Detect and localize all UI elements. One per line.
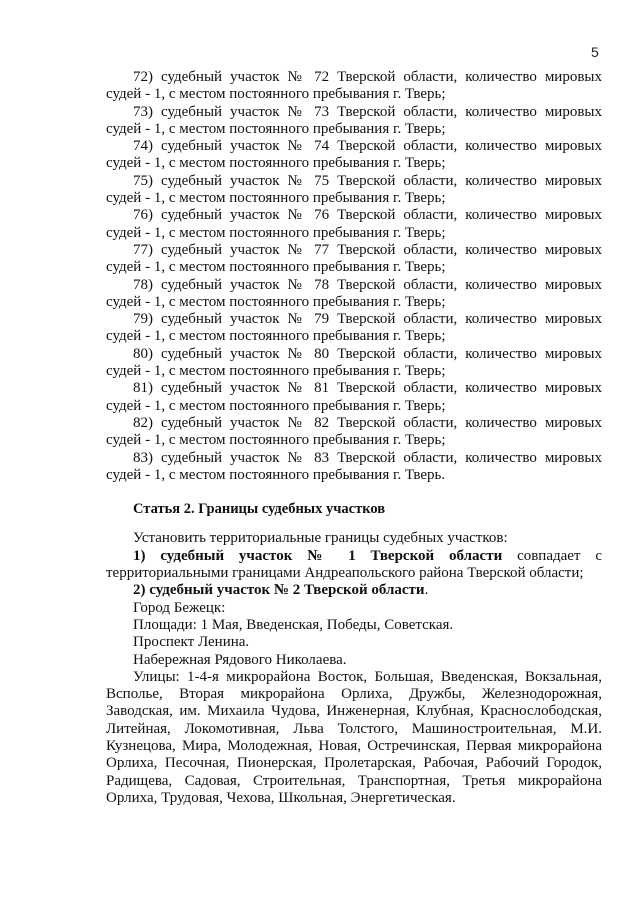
district-item [106, 104, 602, 139]
district-item-second-line: судей - 1, с местом постоянного пребывания г. Тверь; [106, 155, 446, 172]
district-item-second-line: судей - 1, с местом постоянного пребывания г. Тверь; [106, 293, 446, 310]
district-item [106, 450, 602, 485]
article-heading: Статья 2. Границы судебных участков [133, 501, 386, 518]
article-item-1-first-line [106, 548, 602, 565]
squares-list: Площади: 1 Мая, Введенская, Победы, Советская. [133, 616, 454, 633]
town-name: Город Бежецк: [133, 599, 226, 616]
article-item-2-suffix: . [424, 582, 429, 599]
district-item [106, 69, 602, 104]
article-item-2 [106, 582, 602, 599]
district-item [106, 346, 602, 381]
district-item-first-line: 81) судебный участок № 81 Тверской области, количество мировых [133, 380, 602, 397]
district-item-second-line: судей - 1, с местом постоянного пребывания г. Тверь; [106, 86, 446, 103]
district-item-first-line: 78) судебный участок № 78 Тверской области, количество мировых [133, 276, 602, 293]
page-number: 5 [591, 44, 599, 60]
document-body [106, 69, 602, 807]
article-item-1-rest: совпадает с [517, 547, 602, 564]
embankment-list: Набережная Рядового Николаева. [133, 651, 347, 668]
district-item-first-line: 74) судебный участок № 74 Тверской области, количество мировых [133, 138, 602, 155]
district-item [106, 242, 602, 277]
prospect-list: Проспект Ленина. [133, 634, 250, 651]
district-item-first-line: 75) судебный участок № 75 Тверской области, количество мировых [133, 172, 602, 189]
article-item-1 [106, 548, 602, 583]
article-item-1-title: 1) судебный участок № 1 Тверской области [133, 547, 503, 564]
district-item-second-line: судей - 1, с местом постоянного пребывания г. Тверь; [106, 432, 446, 449]
district-item-second-line: судей - 1, с местом постоянного пребывания г. Тверь; [106, 190, 446, 207]
district-item [106, 311, 602, 346]
district-item-second-line: судей - 1, с местом постоянного пребывания г. Тверь; [106, 259, 446, 276]
district-item [106, 380, 602, 415]
district-item-first-line: 83) судебный участок № 83 Тверской области, количество мировых [133, 449, 602, 466]
article-intro: Установить территориальные границы судебных участков: [133, 530, 508, 547]
district-item-second-line: судей - 1, с местом постоянного пребывания г. Тверь. [106, 466, 446, 483]
district-item-first-line: 77) судебный участок № 77 Тверской области, количество мировых [133, 241, 602, 258]
district-item-second-line: судей - 1, с местом постоянного пребывания г. Тверь; [106, 328, 446, 345]
district-item-first-line: 82) судебный участок № 82 Тверской области, количество мировых [133, 414, 602, 431]
district-item [106, 207, 602, 242]
district-item-second-line: судей - 1, с местом постоянного пребывания г. Тверь; [106, 120, 446, 137]
district-item-second-line: судей - 1, с местом постоянного пребывания г. Тверь; [106, 363, 446, 380]
district-item [106, 415, 602, 450]
district-item [106, 277, 602, 312]
district-item [106, 173, 602, 208]
district-item-first-line: 72) судебный участок № 72 Тверской области, количество мировых [133, 69, 602, 85]
article-item-2-title: 2) судебный участок № 2 Тверской области [133, 582, 425, 599]
article-item-1-second-line: территориальными границами Андреапольского района Тверской области; [106, 565, 584, 582]
judicial-district-list [106, 69, 602, 484]
district-item-first-line: 73) судебный участок № 73 Тверской области, количество мировых [133, 103, 602, 120]
district-item-second-line: судей - 1, с местом постоянного пребывания г. Тверь; [106, 224, 446, 241]
district-item-first-line: 76) судебный участок № 76 Тверской области, количество мировых [133, 207, 602, 224]
district-item [106, 138, 602, 173]
streets-list: Улицы: 1-4-я микрорайона Восток, Большая, Введенская, Вокзальная, Всполье, Вторая микрорайона Орлиха, Дружбы, Железнодорожная, Заводская, им. Михаила Чудова, Инженерная, Клубная, Краснослободская, Литейная, Локомотивная, Льва Толстого, Машиностроительная, М.И. Кузнецова, Мира, Молодежная, Новая, Остречинская, Первая микрорайона Орлиха, Песочная, Пионерская, Пролетарская, Рабочая, Рабочий Городок, Радищева, Садовая, Строительная, Транспортная, Третья микрорайона Орлиха, Трудовая, Чехова, Школьная, Энергетическая. [106, 668, 602, 806]
district-item-first-line: 79) судебный участок № 79 Тверской области, количество мировых [133, 311, 602, 328]
district-item-first-line: 80) судебный участок № 80 Тверской области, количество мировых [133, 345, 602, 362]
district-item-second-line: судей - 1, с местом постоянного пребывания г. Тверь; [106, 397, 446, 414]
